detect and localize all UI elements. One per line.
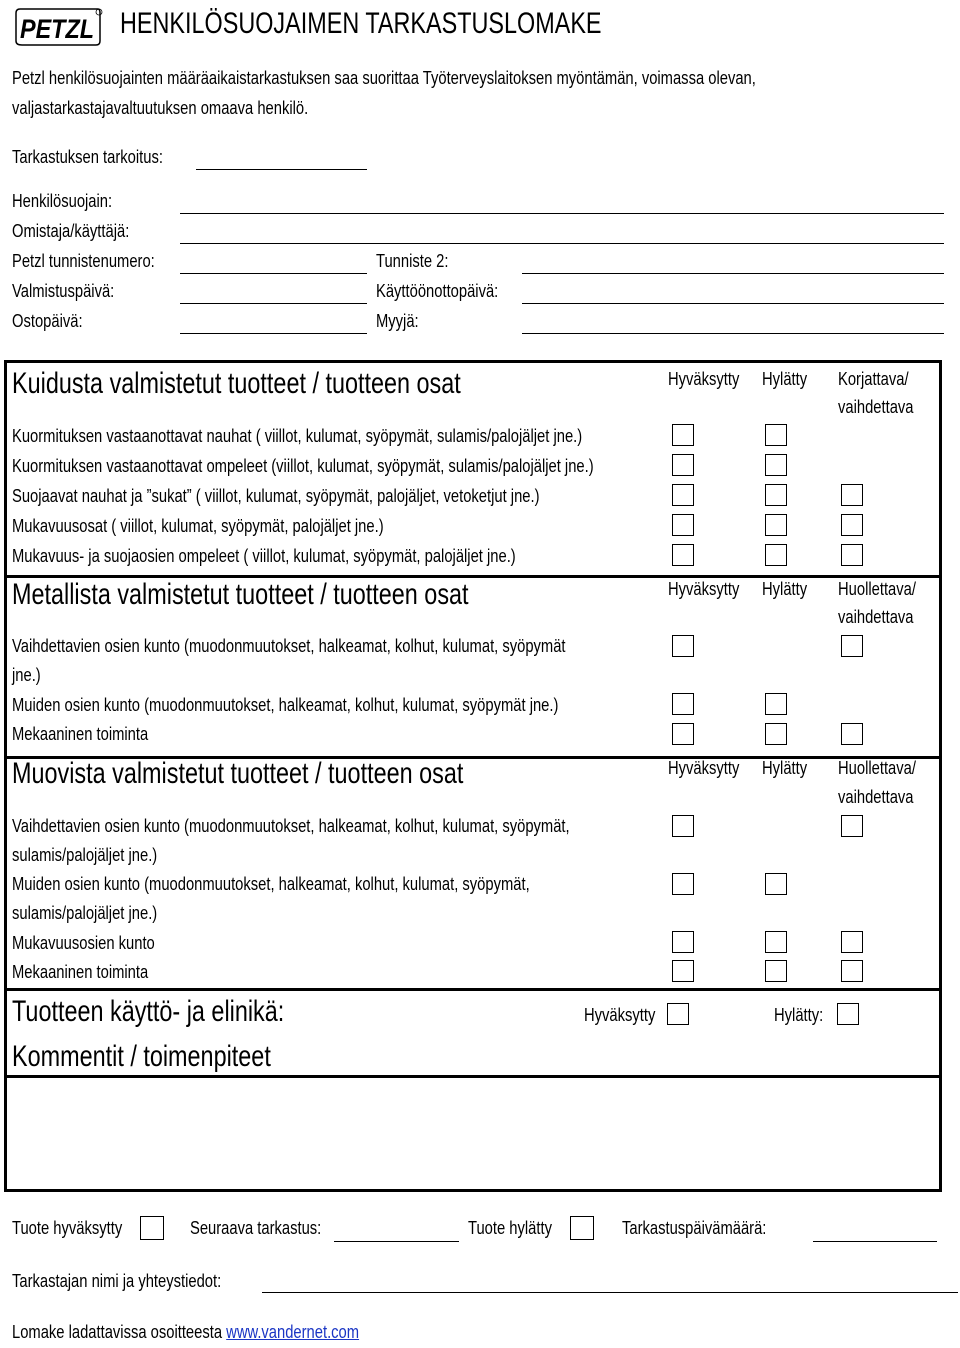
plastic-row-3-rejected-checkbox[interactable] <box>765 931 787 953</box>
ppe-label: Henkilösuojain: <box>12 191 113 211</box>
col-repair: Korjattava/ <box>838 369 909 389</box>
download-note <box>12 1321 359 1343</box>
col-rejected: Hylätty <box>762 369 808 389</box>
textile-row-1-rejected-checkbox[interactable] <box>765 424 787 446</box>
purpose-label: Tarkastuksen tarkoitus: <box>12 147 163 167</box>
textile-row-2: Kuormituksen vastaanottavat ompeleet (viillot, kulumat, syöpymät, sulamis/palojäljet jne.) <box>12 456 594 476</box>
inspector-label: Tarkastajan nimi ja yhteystiedot: <box>12 1271 222 1291</box>
seller-field[interactable] <box>522 333 944 334</box>
plastic-row-2-approved-checkbox[interactable] <box>672 873 694 895</box>
textile-row-1-approved-checkbox[interactable] <box>672 424 694 446</box>
mfg-date-field[interactable] <box>180 303 367 304</box>
metal-row-1-approved-checkbox[interactable] <box>672 635 694 657</box>
purchase-date-field[interactable] <box>180 333 367 334</box>
purpose-field[interactable] <box>196 169 367 170</box>
product-rejected-checkbox[interactable] <box>570 1216 594 1240</box>
product-approved-checkbox[interactable] <box>140 1216 164 1240</box>
col-approved: Hyväksytty <box>668 758 740 778</box>
plastic-row-2-cont: sulamis/palojäljet jne.) <box>12 903 158 923</box>
mfg-date-label: Valmistuspäivä: <box>12 281 115 301</box>
col-service-2: vaihdettava <box>838 787 914 807</box>
textile-row-4-rejected-checkbox[interactable] <box>765 514 787 536</box>
plastic-row-1-cont: sulamis/palojäljet jne.) <box>12 845 158 865</box>
lifetime-approved-checkbox[interactable] <box>667 1003 689 1025</box>
comments-area[interactable] <box>10 1080 930 1180</box>
textile-row-1: Kuormituksen vastaanottavat nauhat ( viillot, kulumat, syöpymät, sulamis/palojäljet jne.) <box>12 426 583 446</box>
product-rejected-label: Tuote hylätty <box>468 1218 552 1238</box>
section-divider <box>4 1075 942 1078</box>
metal-row-2: Muiden osien kunto (muodonmuutokset, halkeamat, kolhut, kulumat, syöpymät jne.) <box>12 695 559 715</box>
lifetime-rejected-label: Hylätty: <box>774 1005 824 1025</box>
metal-row-3: Mekaaninen toiminta <box>12 724 149 744</box>
next-inspection-label: Seuraava tarkastus: <box>190 1218 322 1238</box>
plastic-row-1-approved-checkbox[interactable] <box>672 815 694 837</box>
petzl-logo <box>12 5 104 49</box>
plastic-row-1-service-checkbox[interactable] <box>841 815 863 837</box>
col-repair-2: vaihdettava <box>838 397 914 417</box>
purchase-date-label: Ostopäivä: <box>12 311 83 331</box>
textile-row-3-repair-checkbox[interactable] <box>841 484 863 506</box>
plastic-row-3: Mukavuusosien kunto <box>12 933 155 953</box>
textile-row-5-approved-checkbox[interactable] <box>672 544 694 566</box>
plastic-row-2: Muiden osien kunto (muodonmuutokset, halkeamat, kolhut, kulumat, syöpymät, <box>12 874 530 894</box>
plastic-row-4-service-checkbox[interactable] <box>841 960 863 982</box>
page-title: HENKILÖSUOJAIMEN TARKASTUSLOMAKE <box>120 7 602 40</box>
plastic-row-4: Mekaaninen toiminta <box>12 962 149 982</box>
textile-row-4-approved-checkbox[interactable] <box>672 514 694 536</box>
textile-row-3-rejected-checkbox[interactable] <box>765 484 787 506</box>
plastic-row-2-rejected-checkbox[interactable] <box>765 873 787 895</box>
textile-row-5-rejected-checkbox[interactable] <box>765 544 787 566</box>
plastic-row-4-approved-checkbox[interactable] <box>672 960 694 982</box>
metal-row-2-approved-checkbox[interactable] <box>672 693 694 715</box>
metal-row-2-rejected-checkbox[interactable] <box>765 693 787 715</box>
ppe-field[interactable] <box>180 213 944 214</box>
textile-row-3: Suojaavat nauhat ja ”sukat” ( viillot, kulumat, syöpymät, palojäljet, vetoketjut jne.) <box>12 486 540 506</box>
textile-row-2-approved-checkbox[interactable] <box>672 454 694 476</box>
inspector-field[interactable] <box>262 1292 958 1293</box>
metal-section-title: Metallista valmistetut tuotteet / tuotteen osat <box>12 578 469 611</box>
textile-row-4: Mukavuusosat ( viillot, kulumat, syöpymät, palojäljet jne.) <box>12 516 384 536</box>
textile-row-3-approved-checkbox[interactable] <box>672 484 694 506</box>
download-link[interactable]: www.vandernet.com <box>226 1322 360 1342</box>
metal-row-1-service-checkbox[interactable] <box>841 635 863 657</box>
textile-section-title: Kuidusta valmistetut tuotteet / tuotteen osat <box>12 367 461 400</box>
owner-label: Omistaja/käyttäjä: <box>12 221 130 241</box>
owner-field[interactable] <box>180 243 944 244</box>
petzl-id-field[interactable] <box>180 273 367 274</box>
intro-line-1: Petzl henkilösuojainten määräaikaistarkastuksen saa suorittaa Työterveyslaitoksen myöntämän, voimassa olevan, <box>12 68 756 88</box>
plastic-row-1: Vaihdettavien osien kunto (muodonmuutokset, halkeamat, kolhut, kulumat, syöpymät, <box>12 816 570 836</box>
col-rejected: Hylätty <box>762 758 808 778</box>
petzl-id-label: Petzl tunnistenumero: <box>12 251 155 271</box>
textile-row-5-repair-checkbox[interactable] <box>841 544 863 566</box>
col-service: Huollettava/ <box>838 579 916 599</box>
section-divider <box>4 988 942 991</box>
metal-row-1: Vaihdettavien osien kunto (muodonmuutokset, halkeamat, kolhut, kulumat, syöpymät <box>12 636 566 656</box>
product-approved-label: Tuote hyväksytty <box>12 1218 123 1238</box>
textile-row-5: Mukavuus- ja suojaosien ompeleet ( viillot, kulumat, syöpymät, palojäljet jne.) <box>12 546 516 566</box>
comments-title: Kommentit / toimenpiteet <box>12 1040 271 1073</box>
lifetime-rejected-checkbox[interactable] <box>837 1003 859 1025</box>
textile-row-2-rejected-checkbox[interactable] <box>765 454 787 476</box>
plastic-row-3-service-checkbox[interactable] <box>841 931 863 953</box>
textile-row-4-repair-checkbox[interactable] <box>841 514 863 536</box>
svg-text:PETZL: PETZL <box>20 14 94 44</box>
next-inspection-field[interactable] <box>334 1241 459 1242</box>
metal-row-3-rejected-checkbox[interactable] <box>765 723 787 745</box>
col-approved: Hyväksytty <box>668 579 740 599</box>
inspection-date-field[interactable] <box>813 1241 937 1242</box>
col-service-2: vaihdettava <box>838 607 914 627</box>
inspection-date-label: Tarkastuspäivämäärä: <box>622 1218 767 1238</box>
intro-line-2: valjastarkastajavaltuutuksen omaava henkilö. <box>12 98 309 118</box>
download-text: Lomake ladattavissa osoitteesta <box>12 1322 223 1342</box>
metal-row-3-approved-checkbox[interactable] <box>672 723 694 745</box>
col-rejected: Hylätty <box>762 579 808 599</box>
lifetime-title: Tuotteen käyttö- ja elinikä: <box>12 995 285 1028</box>
id2-label: Tunniste 2: <box>376 251 449 271</box>
plastic-row-3-approved-checkbox[interactable] <box>672 931 694 953</box>
metal-row-1-cont: jne.) <box>12 665 41 685</box>
commission-date-field[interactable] <box>522 303 944 304</box>
commission-date-label: Käyttöönottopäivä: <box>376 281 499 301</box>
lifetime-approved-label: Hyväksytty <box>584 1005 656 1025</box>
seller-label: Myyjä: <box>376 311 419 331</box>
plastic-section-title: Muovista valmistetut tuotteet / tuotteen osat <box>12 757 464 790</box>
metal-row-3-service-checkbox[interactable] <box>841 723 863 745</box>
plastic-row-4-rejected-checkbox[interactable] <box>765 960 787 982</box>
id2-field[interactable] <box>522 273 944 274</box>
col-service: Huollettava/ <box>838 758 916 778</box>
col-approved: Hyväksytty <box>668 369 740 389</box>
